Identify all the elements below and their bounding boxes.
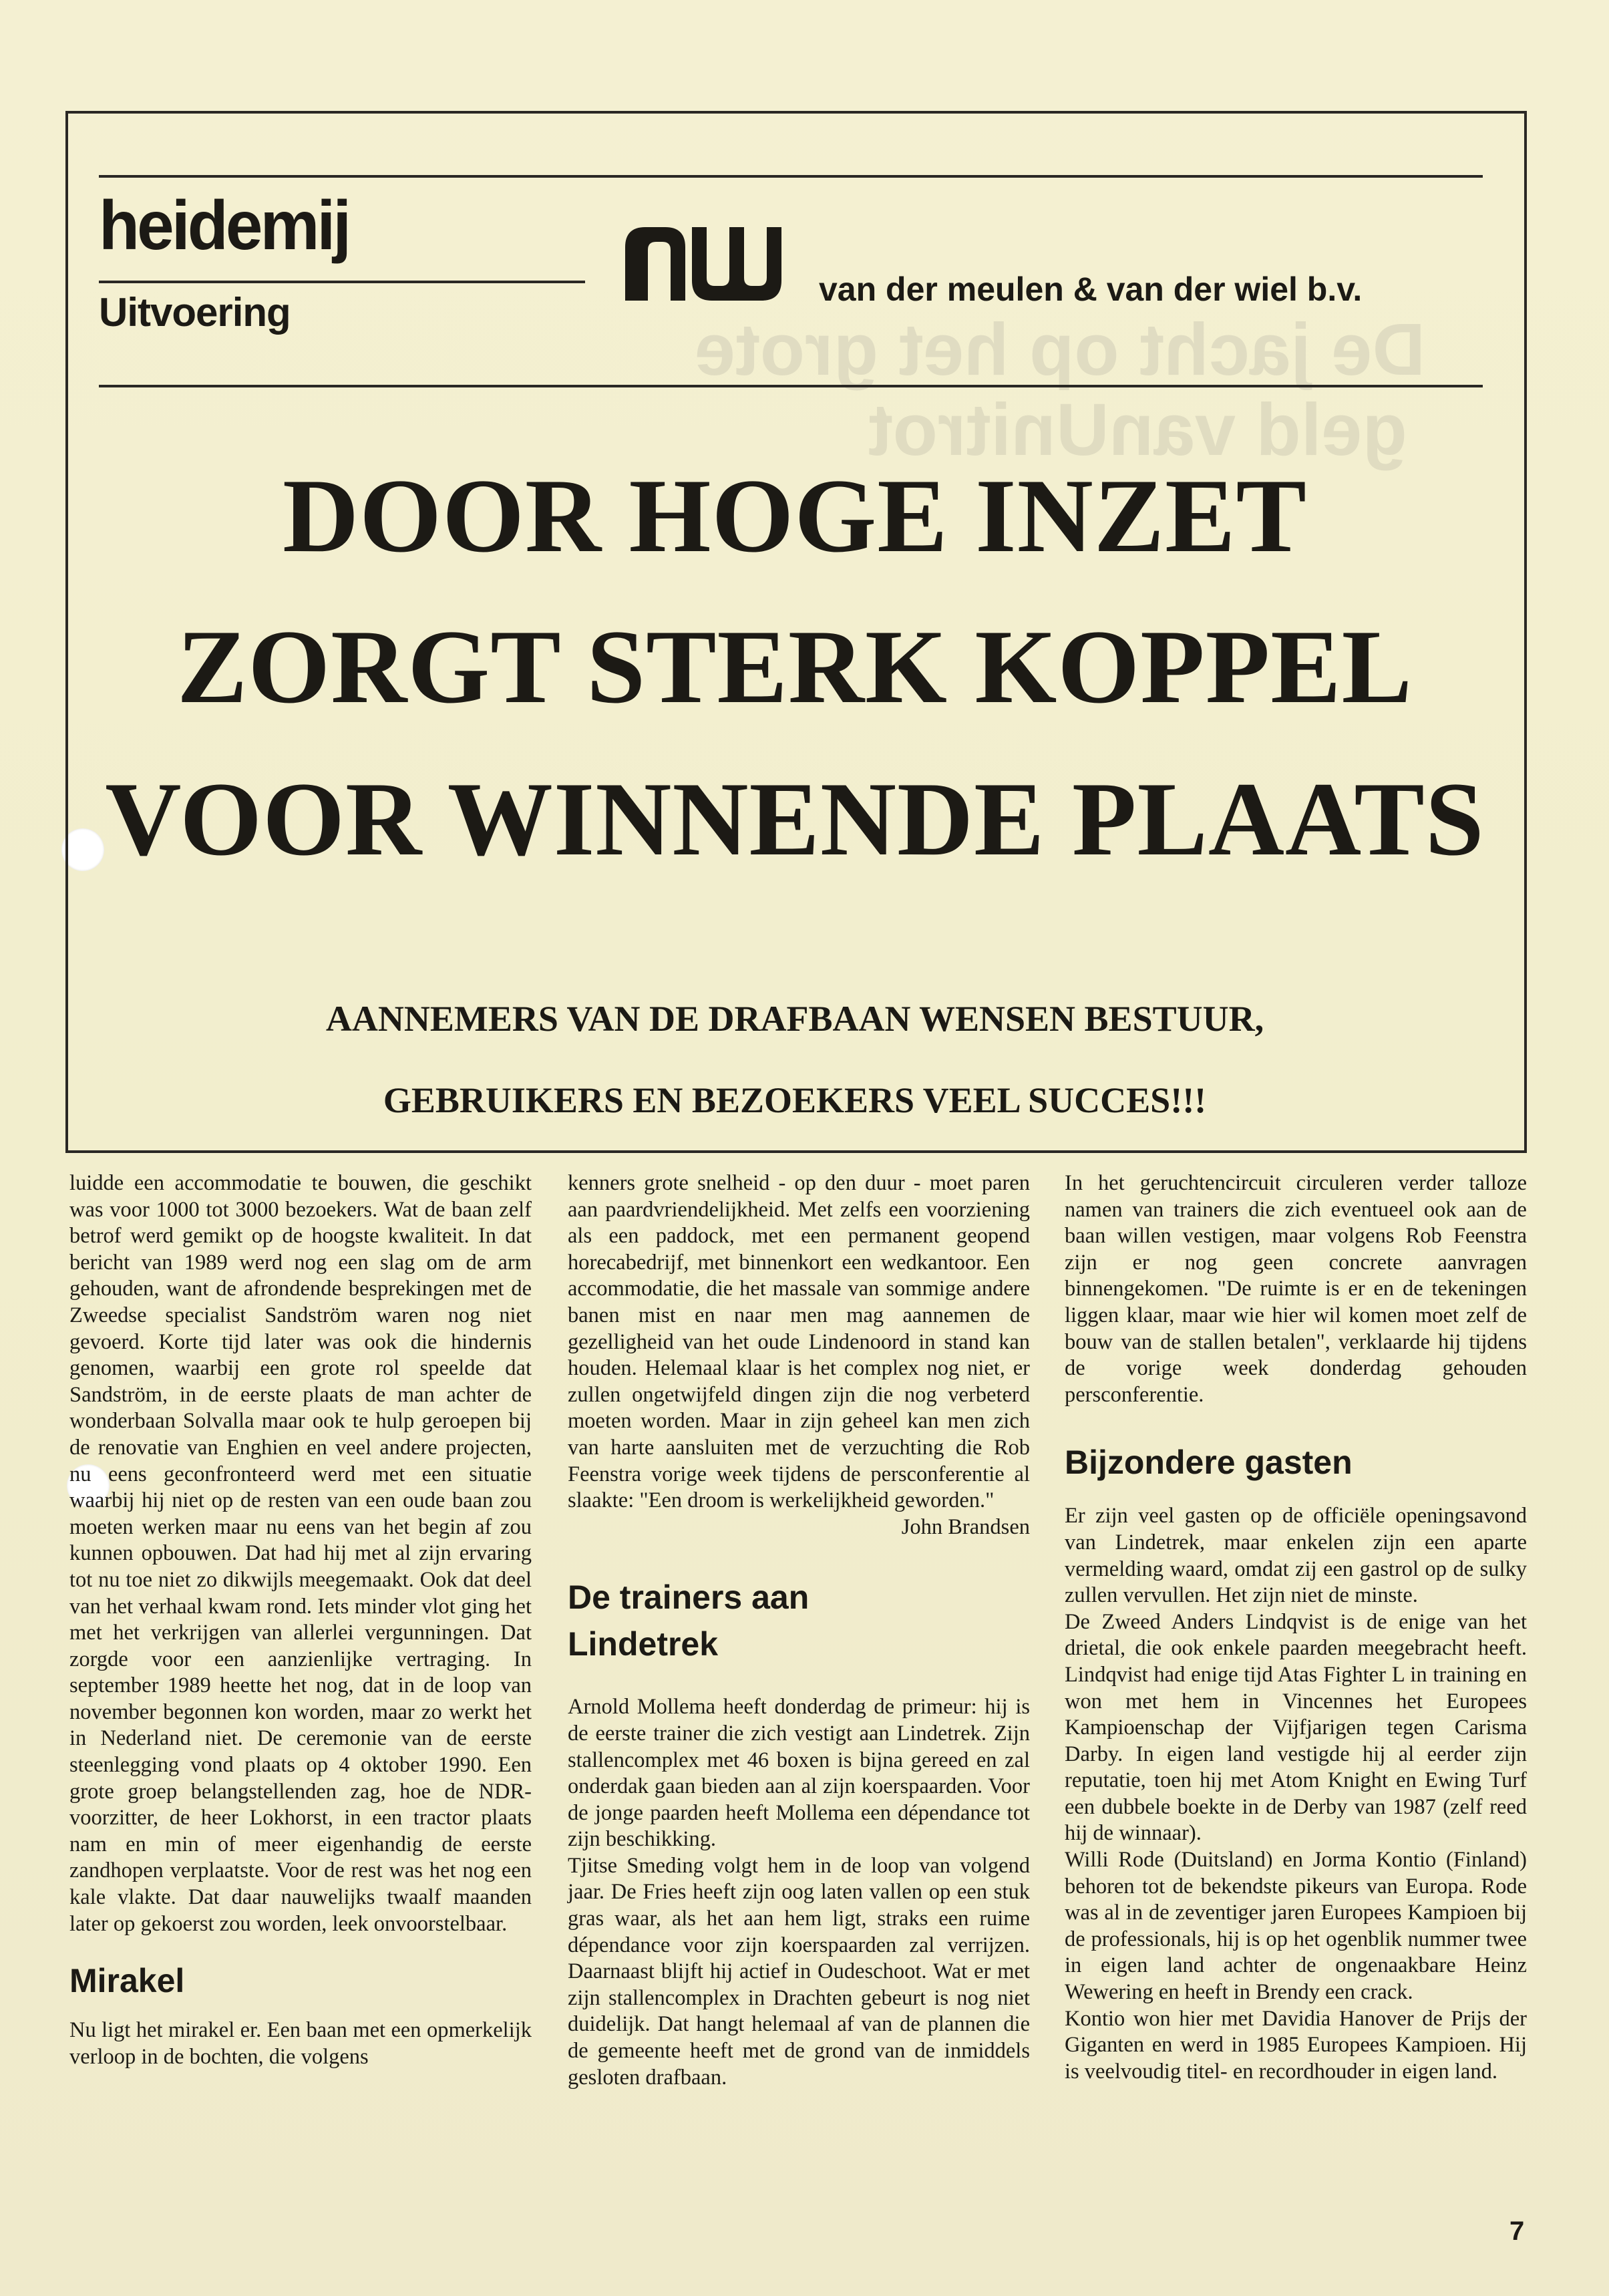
- paragraph: Willi Rode (Duitsland) en Jorma Kontio (Finland) behoren tot de bekendste pikeurs van Europa. Rode was al in de zeventiger jaren Europees Kampioen bij de professionals, hij is op het ogenblik nummer twee in eigen land achter de ongenaakbare Heinz Wewering en heeft in Brendy een crack.: [1065, 1848, 1527, 2005]
- subline-line-2: GEBRUIKERS EN BEZOEKERS VEEL SUCCES!!!: [383, 1080, 1207, 1120]
- page-number: 7: [1509, 2217, 1525, 2246]
- mw-logo-icon: [618, 220, 784, 307]
- subheading-gasten: Bijzondere gasten: [1065, 1444, 1353, 1482]
- ad-logo-divider: [99, 281, 585, 283]
- paragraph: Arnold Mollema heeft donderdag de primeur: hij is de eerste trainer die zich vestigt aan Lindetrek. Zijn stallencomplex met 46 boxen is bijna gereed en zal onderdak gaan bieden aan al zijn koerspaarden. Voor de jonge paarden heeft Mollema een dépendance tot zijn beschikking.: [568, 1695, 1030, 1852]
- subheading-mirakel: Mirakel: [69, 1962, 185, 2000]
- author-byline: John Brandsen: [901, 1514, 1030, 1539]
- company-name: van der meulen & van der wiel b.v.: [819, 271, 1363, 308]
- heidemij-logo: heidemij: [99, 187, 349, 265]
- ad-top-rule: [99, 175, 1483, 178]
- headline-line-2: ZORGT STERK KOPPEL: [176, 609, 1413, 725]
- headline-line-3: VOOR WINNENDE PLAATS: [105, 761, 1485, 878]
- paragraph: luidde een accommodatie te bouwen, die geschikt was voor 1000 tot 3000 bezoekers. Wat de baan zelf betrof werd gemikt op de hoogste kwaliteit. In dat bericht van 1989 werd nog een slag om de arm gehouden, want de afrondende besprekingen met de Zweedse specialist Sandström waren nog niet gevoerd. Korte tijd later was ook die hindernis genomen, waarbij een grote rol speelde dat Sandström, in de eerste plaats de man achter de wonderbaan Solvalla maar ook te hulp geroepen bij de renovatie van Enghien en veel andere projecten, nu eens geconfronteerd werd met een situatie waarbij hij niet op de resten van een oude baan zou moeten werken maar nu eens van het begin af zou kunnen opbouwen. Dat had hij met al zijn ervaring tot nu toe niet zo dikwijls meegemaakt. Ook dat deel van het verhaal kwam rond. Iets minder vlot ging het met het verkrijgen van allerlei vergunningen. Dat zorgde voor een aanzienlijke vertraging. In september 1989 heette het nog, dat in de loop van november begonnen kon worden, maar zo werkt het in Nederland niet. De ceremonie van de eerste steenlegging vond plaats op 4 oktober 1990. Een grote groep belangstellenden zag, hoe de NDR-voorzitter, de heer Lokhorst, in een tractor plaats nam en min of meer eigenhandig de eerste zandhopen verplaatste. Voor de rest was het nog een kale vlakte. Dat daar nauwelijks twaalf maanden later op gekoerst zou worden, leek onvoorstelbaar.: [69, 1171, 532, 1936]
- paragraph: Tjitse Smeding volgt hem in de loop van volgend jaar. De Fries heeft zijn oog laten vallen op een stuk gras waar, als het aan hem ligt, straks een ruime dépendance voor zijn koerspaarden zal verrijzen. Daarnaast blijft hij actief in Oudeschoot. Wat er met zijn stallencomplex in Drachten gebeurt is nog niet duidelijk. Dat hangt helemaal af van de plannen die de gemeente heeft met de grond van de inmiddels gesloten drafbaan.: [568, 1853, 1030, 2090]
- article-column-2: [568, 1170, 1030, 2091]
- subline-line-1: AANNEMERS VAN DE DRAFBAAN WENSEN BESTUUR,: [325, 999, 1264, 1039]
- headline-line-1: DOOR HOGE INZET: [283, 458, 1307, 575]
- paragraph: In het geruchtencircuit circuleren verder talloze namen van trainers die zich eventueel ook aan de baan willen vestigen, maar volgens Rob Feenstra zijn er nog geen concrete aanvragen binnengekomen. "De ruimte is er en de tekeningen liggen klaar, maar wie hier wil komen moet zelf de bouw van de stallen betalen", verklaarde hij tijdens de vorige week donderdag gehouden persconferentie.: [1065, 1171, 1527, 1407]
- article-column-3: [1065, 1170, 1527, 2085]
- paragraph: De Zweed Anders Lindqvist is de enige van het drietal, die ook enkele paarden meegebracht heeft. Lindqvist had enige tijd Atas Fighter L in training en won met hem in Vincennes het Europees Kampioenschap der Vijfjarigen tegen Carisma Darby. In eigen land vestigde hij al eerder zijn reputatie, toen hij met Atom Knight en Ewing Turf een dubbele boekte in de Derby van 1987 (zelf reed hij de winnaar).: [1065, 1609, 1527, 1846]
- subheading-trainers: De trainers aan Lindetrek: [568, 1579, 810, 1663]
- paragraph: kenners grote snelheid - op den duur - moet paren aan paardvriendelijkheid. Met zelfs een voorziening als een paddock, met een permanent geopend horecabedrijf, met binnenkort een wedkantoor. Een accommodatie, die het massale van sommige andere banen mist en naar men mag aannemen de gezelligheid van het oude Lindenoord in stand kan houden. Helemaal klaar is het complex nog niet, er zullen ongetwijfeld dingen zijn die nog verbeterd moeten worden. Maar in zijn geheel kan men zich van harte aansluiten met de verzuchting die Rob Feenstra vorige week tijdens de persconferentie al slaakte: "Een droom is werkelijkheid geworden.": [568, 1171, 1030, 1513]
- ad-mid-rule: [99, 385, 1483, 387]
- article-column-1: [69, 1170, 532, 2070]
- paragraph: Kontio won hier met Davidia Hanover de Prijs der Giganten en werd in 1985 Europees Kampioen. Hij is veelvoudig titel- en recordhouder in eigen land.: [1065, 2006, 1527, 2084]
- paragraph: Er zijn veel gasten op de officiële openingsavond van Lindetrek, maar enkelen zijn een aparte vermelding waard, omdat zij een gastrol op de sulky zullen vervullen. Het zijn niet de minste.: [1065, 1504, 1527, 1608]
- uitvoering-label: Uitvoering: [99, 290, 291, 335]
- paragraph: Nu ligt het mirakel er. Een baan met een opmerkelijk verloop in de bochten, die volgens: [69, 2018, 532, 2069]
